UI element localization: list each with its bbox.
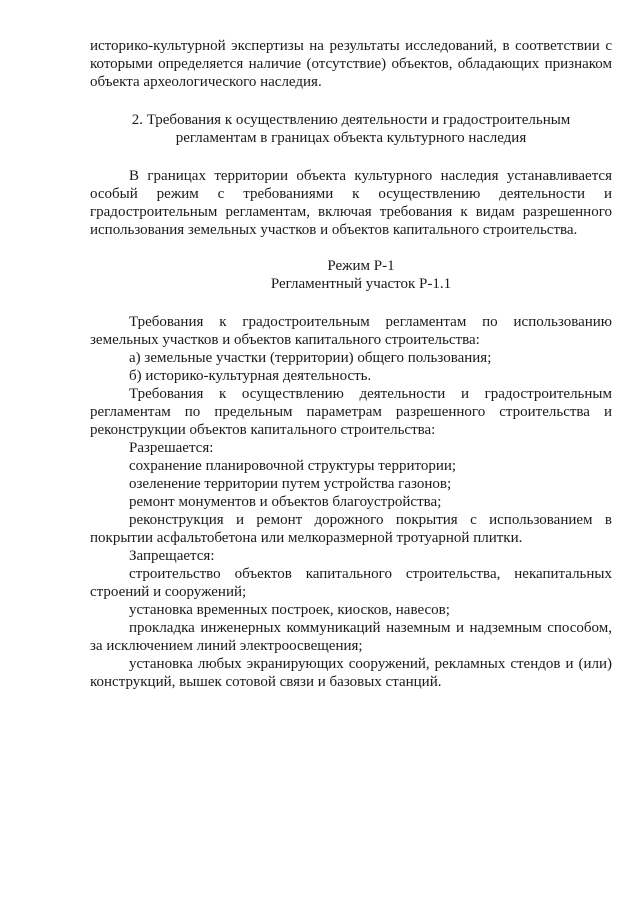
section-heading: 2. Требования к осуществлению деятельности и градостроительным регламентам в границах объекта культурного наследия: [131, 112, 571, 146]
paragraph-continuation: историко-культурной экспертизы на результаты исследований, в соответствии с которыми определяется наличие (отсутствие) объектов, обладающих признаком объекта археологического наследия.: [90, 38, 612, 90]
paragraph-requirements-land-use: Требования к градостроительным регламентам по использованию земельных участков и объектов капитального строительства:: [90, 314, 612, 348]
list-item-b: б) историко-культурная деятельность.: [129, 368, 372, 384]
prohibited-item: установка временных построек, киосков, навесов;: [129, 602, 450, 618]
prohibited-item: установка любых экранирующих сооружений, рекламных стендов и (или) конструкций, вышек сотовой связи и базовых станций.: [90, 656, 612, 690]
allowed-item: сохранение планировочной структуры территории;: [129, 458, 457, 474]
paragraph-intro: В границах территории объекта культурного наследия устанавливается особый режим с требованиями к осуществлению деятельности и градостроительным регламентам, включая требования к видам разрешенного использования земельных участков и объектов капитального строительства.: [90, 168, 612, 238]
regime-title: Режим Р-1: [327, 258, 395, 274]
allowed-heading: Разрешается:: [129, 440, 214, 456]
prohibited-item: прокладка инженерных коммуникаций наземным и надземным способом, за исключением линий электроосвещения;: [90, 620, 612, 654]
prohibited-heading: Запрещается:: [129, 548, 215, 564]
regulation-area-title: Регламентный участок Р-1.1: [270, 276, 452, 292]
document-page: [90, 37, 612, 691]
prohibited-item: строительство объектов капитального строительства, некапитальных строений и сооружений;: [90, 566, 612, 600]
allowed-item: реконструкция и ремонт дорожного покрытия с использованием в покрытии асфальтобетона или мелкоразмерной тротуарной плитки.: [90, 512, 612, 546]
allowed-item: озеленение территории путем устройства газонов;: [129, 476, 452, 492]
list-item-a: а) земельные участки (территории) общего пользования;: [129, 350, 492, 366]
allowed-item: ремонт монументов и объектов благоустройства;: [129, 494, 442, 510]
paragraph-requirements-parameters: Требования к осуществлению деятельности и градостроительным регламентам по предельным параметрам разрешенного строительства и реконструкции объектов капитального строительства:: [90, 386, 612, 438]
